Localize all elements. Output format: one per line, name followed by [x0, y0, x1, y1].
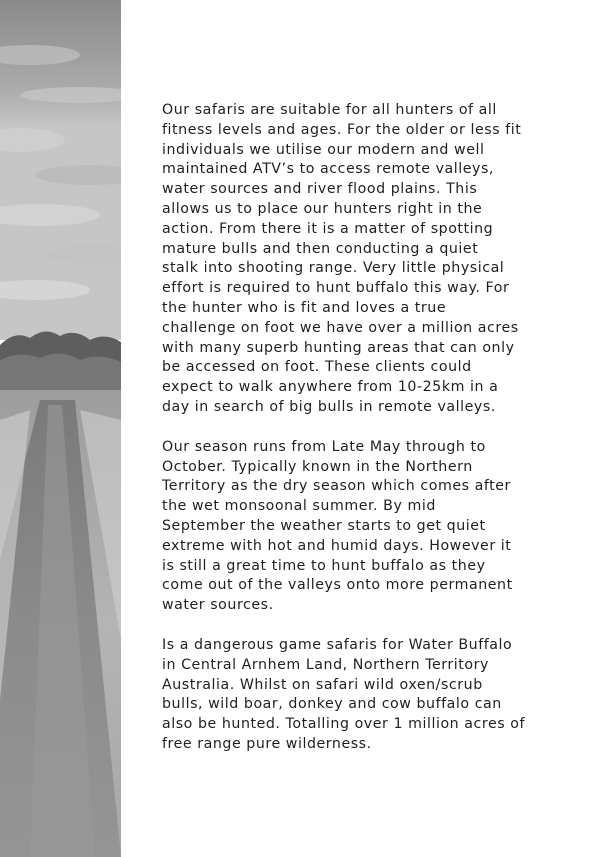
- dirt-road-photo: [0, 0, 121, 857]
- text-content: [162, 101, 582, 775]
- paragraph-overview: Is a dangerous game safaris for Water Buffalo in Central Arnhem Land, Northern Territory Australia. Whilst on safari wild oxen/scrub bulls, wild boar, donkey and cow buffalo can also be hunted. Totalling over 1 million acres of free range pure wilderness.: [162, 636, 525, 752]
- landscape-photo-strip: [0, 0, 121, 857]
- paragraph-season: Our season runs from Late May through to October. Typically known in the Northern Territory as the dry season which comes after the wet monsoonal summer. By mid September the weather starts to get quiet extreme with hot and humid days. However it is still a great time to hunt buffalo as they come out of the valleys onto more permanent water sources.: [162, 438, 513, 614]
- paragraph-fitness: Our safaris are suitable for all hunters of all fitness levels and ages. For the older or less fit individuals we utilise our modern and well maintained ATV’s to access remote valleys, water sources and river flood plains. This allows us to place our hunters right in the action. From there it is a matter of spotting mature bulls and then conducting a quiet stalk into shooting range. Very little physical effort is required to hunt buffalo this way. For the hunter who is fit and loves a true challenge on foot we have over a million acres with many superb hunting areas that can only be accessed on foot. These clients could expect to walk anywhere from 10-25km in a day in search of big bulls in remote valleys.: [162, 102, 522, 415]
